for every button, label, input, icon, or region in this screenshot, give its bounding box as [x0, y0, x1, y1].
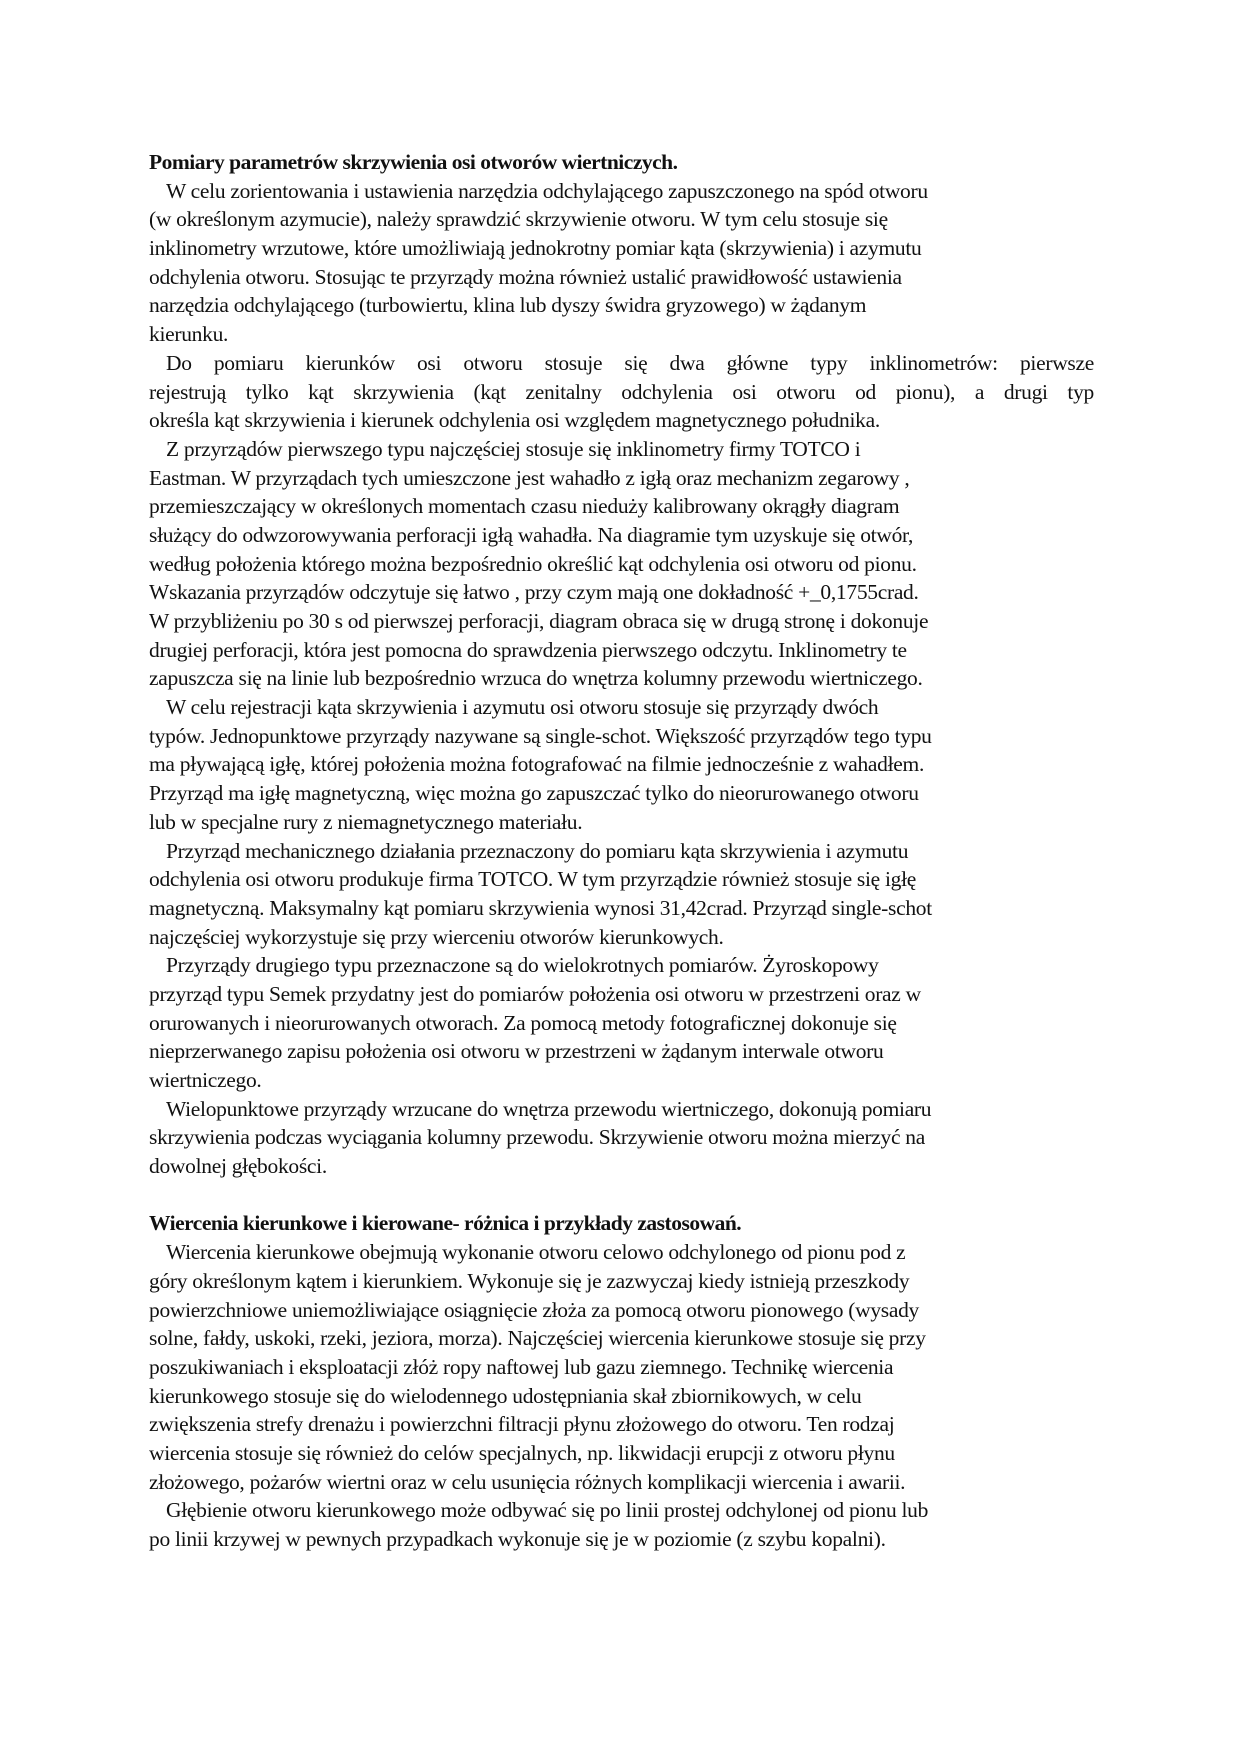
paragraph — [149, 951, 1094, 1094]
spacer — [149, 1181, 1094, 1210]
paragraph — [149, 435, 1094, 693]
text-line: kierunkowego stosuje się do wielodennego udostępniania skał zbiornikowych, w celu — [149, 1383, 862, 1408]
text-line: złożowego, pożarów wiertni oraz w celu usunięcia różnych komplikacji wiercenia i awarii. — [149, 1469, 906, 1494]
text-line: Przyrząd ma igłę magnetyczną, więc można go zapuszczać tylko do nieorurowanego otworu — [149, 781, 919, 806]
text-line: ma pływającą igłę, której położenia można fotografować na filmie jednocześnie z wahadłem. — [149, 752, 925, 777]
text-line: nieprzerwanego zapisu położenia osi otworu w przestrzeni w żądanym interwale otworu — [149, 1039, 884, 1064]
section-heading: Pomiary parametrów skrzywienia osi otworów wiertniczych. — [149, 150, 678, 174]
document-page — [149, 148, 1094, 1554]
paragraph — [149, 1496, 1094, 1553]
text-line: służący do odwzorowywania perforacji igłą wahadła. Na diagramie tym uzyskuje się otwór, — [149, 522, 914, 547]
text-line: przyrząd typu Semek przydatny jest do pomiarów położenia osi otworu w przestrzeni oraz w — [149, 981, 921, 1006]
text-line: po linii krzywej w pewnych przypadkach wykonuje się je w poziomie (z szybu kopalni). — [149, 1527, 886, 1551]
text-line: poszukiwaniach i eksploatacji złóż ropy naftowej lub gazu ziemnego. Technikę wiercenia — [149, 1354, 894, 1379]
text-line: magnetyczną. Maksymalny kąt pomiaru skrzywienia wynosi 31,42crad. Przyrząd single-schot — [149, 895, 932, 920]
text-line: zwiększenia strefy drenażu i powierzchni filtracji płynu złożowego do otworu. Ten rodzaj — [149, 1412, 895, 1437]
text-line: Wiercenia kierunkowe obejmują wykonanie otworu celowo odchylonego od pionu pod z — [166, 1240, 906, 1265]
text-line: góry określonym kątem i kierunkiem. Wykonuje się je zazwyczaj kiedy istnieją przeszkody — [149, 1268, 910, 1293]
paragraph — [149, 837, 1094, 952]
section-body — [149, 1238, 1094, 1554]
text-line: drugiej perforacji, która jest pomocna do sprawdzenia pierwszego odczytu. Inklinometry te — [149, 637, 907, 662]
paragraph — [149, 1095, 1094, 1181]
text-line: przemieszczający w określonych momentach czasu nieduży kalibrowany okrągły diagram — [149, 494, 900, 519]
text-line: Przyrząd mechanicznego działania przeznaczony do pomiaru kąta skrzywienia i azymutu — [166, 838, 909, 863]
paragraph — [149, 1238, 1094, 1496]
text-line: Przyrządy drugiego typu przeznaczone są do wielokrotnych pomiarów. Żyroskopowy — [166, 953, 879, 978]
section-body — [149, 177, 1094, 1181]
text-line: Wskazania przyrządów odczytuje się łatwo , przy czym mają one dokładność +_0,1755crad. — [149, 580, 919, 605]
text-line: dowolnej głębokości. — [149, 1154, 327, 1179]
text-line: Eastman. W przyrządach tych umieszczone jest wahadło z igłą oraz mechanizm zegarowy , — [149, 465, 910, 490]
text-line: Głębienie otworu kierunkowego może odbywać się po linii prostej odchylonej od pionu lub — [166, 1498, 929, 1523]
paragraph — [149, 349, 1094, 435]
text-line: kierunku. — [149, 322, 229, 347]
text-line: W przybliżeniu po 30 s od pierwszej perforacji, diagram obraca się w drugą stronę i dokonuje — [149, 609, 929, 633]
text-line: Z przyrządów pierwszego typu najczęściej stosuje się inklinometry firmy TOTCO i — [166, 436, 861, 461]
section-heading: Wiercenia kierunkowe i kierowane- różnica i przykłady zastosowań. — [149, 1211, 742, 1236]
text-line: odchylenia otworu. Stosując te przyrządy można również ustalić prawidłowość ustawienia — [149, 264, 902, 289]
text-line: wiertniczego. — [149, 1068, 262, 1092]
text-line: powierzchniowe uniemożliwiające osiągnięcie złoża za pomocą otworu pionowego (wysady — [149, 1297, 920, 1322]
text-line: orurowanych i nieorurowanych otworach. Za pomocą metody fotograficznej dokonuje się — [149, 1010, 897, 1035]
text-line: najczęściej wykorzystuje się przy wierceniu otworów kierunkowych. — [149, 924, 724, 949]
text-line: odchylenia osi otworu produkuje firma TOTCO. W tym przyrządzie również stosuje się igłę — [149, 867, 917, 892]
text-line: W celu zorientowania i ustawienia narzędzia odchylającego zapuszczonego na spód otworu — [166, 178, 928, 203]
text-line: według położenia którego można bezpośrednio określić kąt odchylenia osi otworu od pionu. — [149, 551, 917, 576]
text-line: W celu rejestracji kąta skrzywienia i azymutu osi otworu stosuje się przyrządy dwóch — [166, 695, 879, 720]
text-line: Do pomiaru kierunków osi otworu stosuje się dwa główne typy inklinometrów: pierwsze — [166, 350, 1094, 375]
text-line: wiercenia stosuje się również do celów specjalnych, np. likwidacji erupcji z otworu płynu — [149, 1440, 895, 1465]
text-line: określa kąt skrzywienia i kierunek odchylenia osi względem magnetycznego południka. — [149, 408, 880, 433]
text-line: (w określonym azymucie), należy sprawdzić skrzywienie otworu. W tym celu stosuje się — [149, 207, 888, 232]
paragraph — [149, 693, 1094, 836]
text-line: zapuszcza się na linie lub bezpośrednio wrzuca do wnętrza kolumny przewodu wiertniczego. — [149, 666, 923, 691]
text-line: skrzywienia podczas wyciągania kolumny przewodu. Skrzywienie otworu można mierzyć na — [149, 1125, 926, 1150]
text-line: inklinometry wrzutowe, które umożliwiają jednokrotny pomiar kąta (skrzywienia) i azymutu — [149, 236, 922, 261]
paragraph — [149, 177, 1094, 349]
text-line: typów. Jednopunktowe przyrządy nazywane są single-schot. Większość przyrządów tego typu — [149, 723, 932, 748]
text-line: narzędzia odchylającego (turbowiertu, klina lub dyszy świdra gryzowego) w żądanym — [149, 293, 867, 318]
text-line: rejestrują tylko kąt skrzywienia (kąt zenitalny odchylenia osi otworu od pionu), a drugi typ — [149, 379, 1094, 404]
text-line: solne, fałdy, uskoki, rzeki, jeziora, morza). Najczęściej wiercenia kierunkowe stosuje się przy — [149, 1326, 926, 1351]
text-line: Wielopunktowe przyrządy wrzucane do wnętrza przewodu wiertniczego, dokonują pomiaru — [166, 1096, 932, 1121]
text-line: lub w specjalne rury z niemagnetycznego materiału. — [149, 809, 583, 834]
